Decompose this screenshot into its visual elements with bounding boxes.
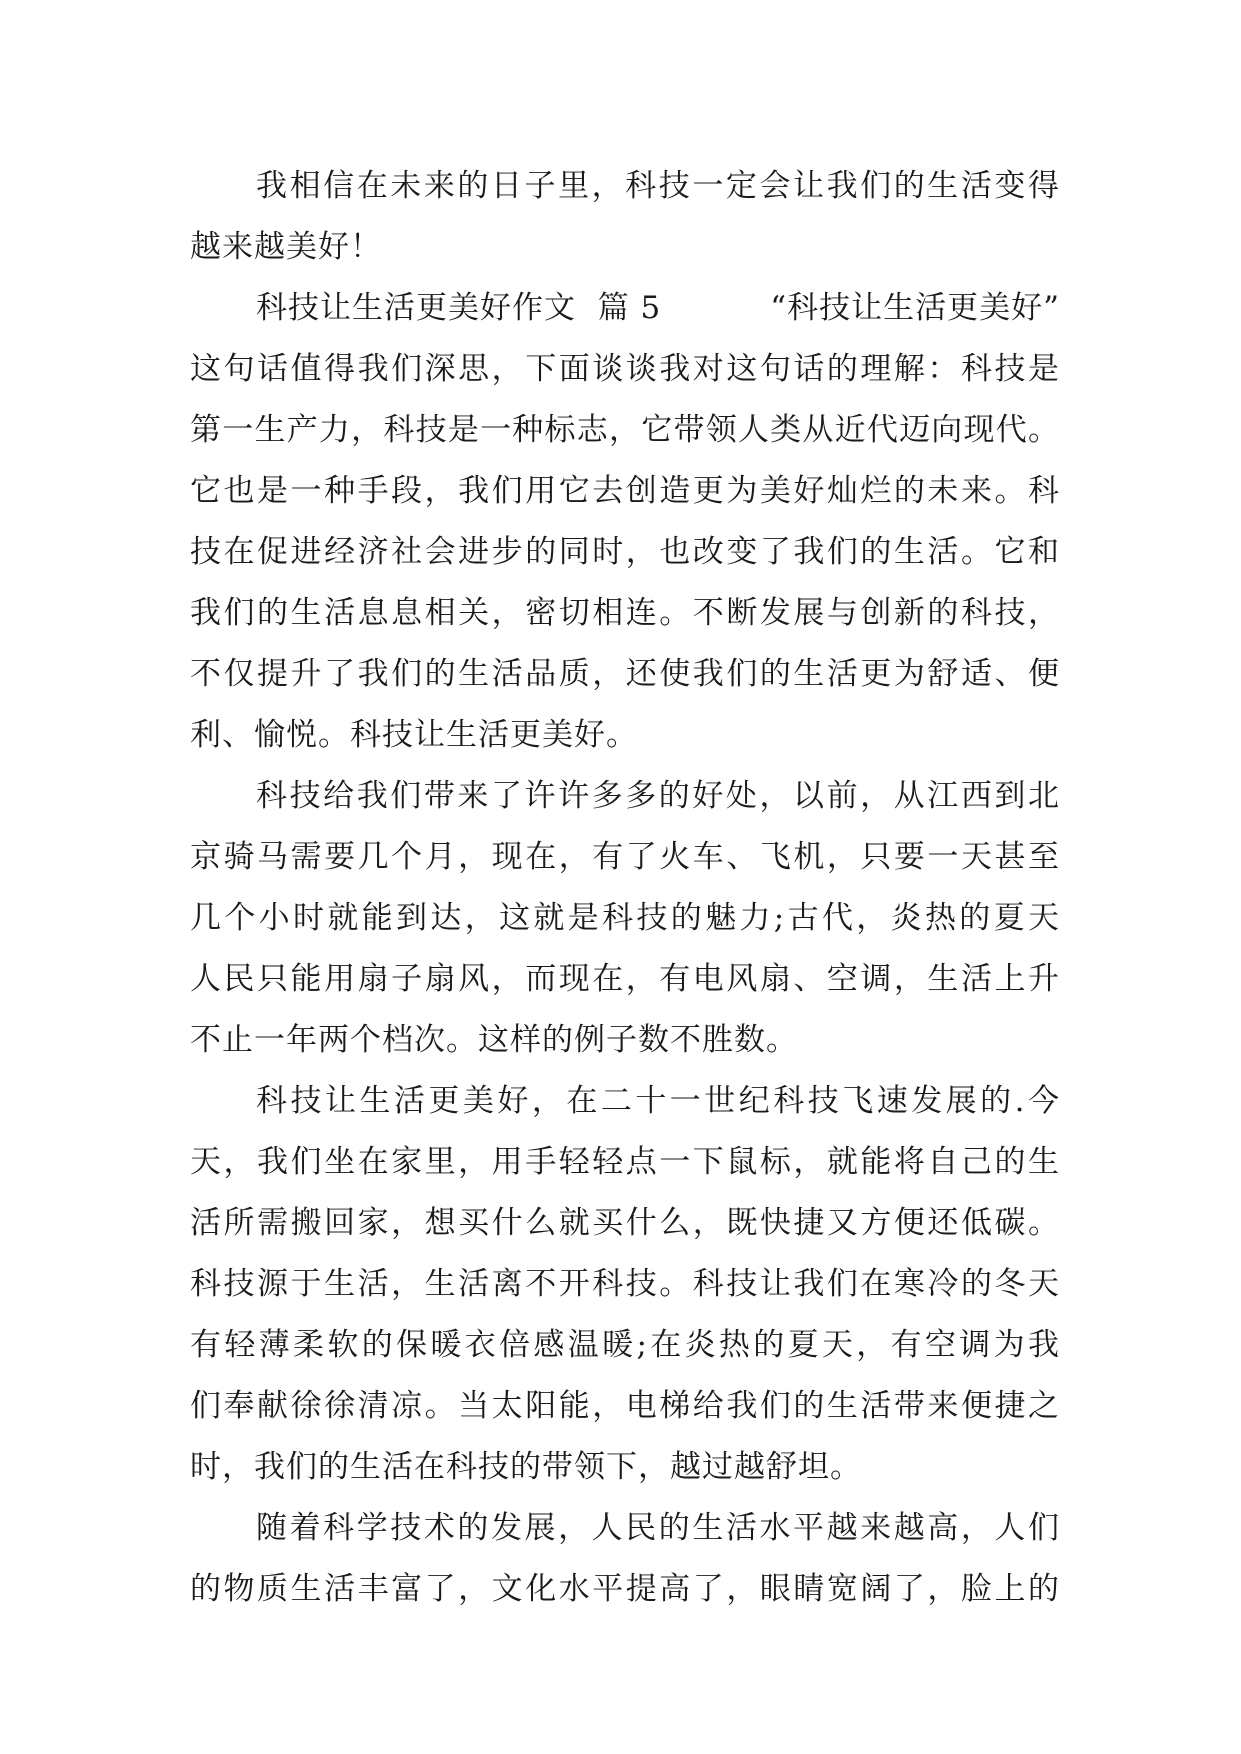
text-line: 随着科学技术的发展，人民的生活水平越来越高，人们 bbox=[256, 1510, 1060, 1546]
text-line: 人民只能用扇子扇风，而现在，有电风扇、空调，生活上升 bbox=[190, 961, 1060, 997]
text-line: 越来越美好！ bbox=[190, 229, 382, 265]
text-line: 有轻薄柔软的保暖衣倍感温暖;在炎热的夏天，有空调为我 bbox=[190, 1327, 1060, 1363]
paragraph bbox=[190, 766, 1060, 1071]
text-line: 我们的生活息息相关，密切相连。不断发展与创新的科技， bbox=[190, 595, 1060, 631]
text-line: 技在促进经济社会进步的同时，也改变了我们的生活。它和 bbox=[190, 534, 1060, 570]
text-line: 京骑马需要几个月，现在，有了火车、飞机，只要一天甚至 bbox=[190, 839, 1060, 875]
text-line: 它也是一种手段，我们用它去创造更为美好灿烂的未来。科 bbox=[190, 473, 1060, 509]
section-heading-line bbox=[190, 278, 1060, 339]
text-line: 利、愉悦。科技让生活更美好。 bbox=[190, 717, 638, 753]
document-body bbox=[190, 156, 1060, 1620]
text-line: 活所需搬回家，想买什么就买什么，既快捷又方便还低碳。 bbox=[190, 1205, 1060, 1241]
paragraph bbox=[190, 1498, 1060, 1620]
section-heading: 科技让生活更美好作文 篇 5 bbox=[256, 290, 662, 326]
quoted-title: “科技让生活更美好” bbox=[770, 290, 1060, 326]
text-line: 几个小时就能到达，这就是科技的魅力;古代，炎热的夏天 bbox=[190, 900, 1060, 936]
text-line: 不止一年两个档次。这样的例子数不胜数。 bbox=[190, 1022, 798, 1058]
text-line: 们奉献徐徐清凉。当太阳能，电梯给我们的生活带来便捷之 bbox=[190, 1388, 1060, 1424]
paragraph bbox=[190, 156, 1060, 278]
text-line: 科技源于生活，生活离不开科技。科技让我们在寒冷的冬天 bbox=[190, 1266, 1060, 1302]
text-line: 天，我们坐在家里，用手轻轻点一下鼠标，就能将自己的生 bbox=[190, 1144, 1060, 1180]
text-line: 第一生产力，科技是一种标志，它带领人类从近代迈向现代。 bbox=[190, 412, 1060, 448]
text-line: 科技给我们带来了许许多多的好处，以前，从江西到北 bbox=[256, 778, 1060, 814]
text-line: 时，我们的生活在科技的带领下，越过越舒坦。 bbox=[190, 1449, 862, 1485]
text-line: 科技让生活更美好，在二十一世纪科技飞速发展的.今 bbox=[256, 1083, 1060, 1119]
text-line: 我相信在未来的日子里，科技一定会让我们的生活变得 bbox=[256, 168, 1060, 204]
text-line: 这句话值得我们深思，下面谈谈我对这句话的理解：科技是 bbox=[190, 351, 1060, 387]
text-line: 的物质生活丰富了，文化水平提高了，眼睛宽阔了，脸上的 bbox=[190, 1571, 1060, 1607]
paragraph bbox=[190, 278, 1060, 766]
paragraph bbox=[190, 1071, 1060, 1498]
text-line: 不仅提升了我们的生活品质，还使我们的生活更为舒适、便 bbox=[190, 656, 1060, 692]
